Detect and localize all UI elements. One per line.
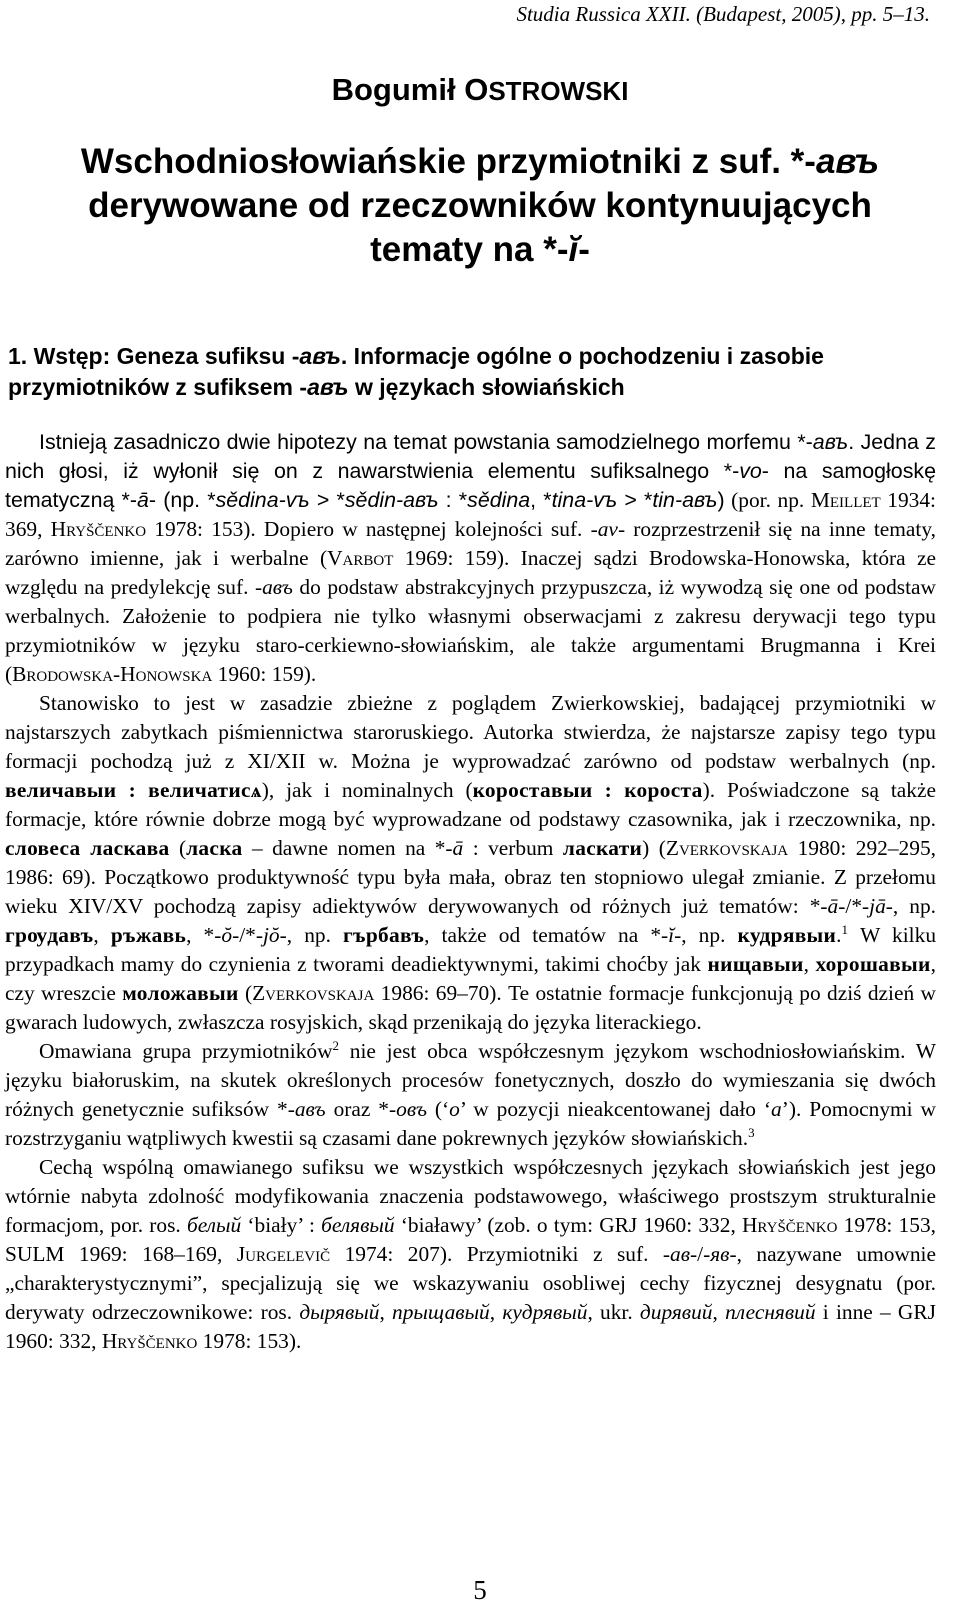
- footnote-ref-1[interactable]: 1: [841, 921, 849, 937]
- body-text: [5, 428, 936, 1356]
- article-title: Wschodniosłowiańskie przymiotniki z suf. *-авъ derywowane od rzeczowników kontynuujących tematy na *-ĭ-: [80, 142, 880, 269]
- author-name: Bogumił OSTROWSKI: [331, 72, 629, 107]
- paragraph-3: Omawiana grupa przymiotników$^2$ nie jest obca współczesnym językom wschodniosłowiańskim. W języku białoruskim, na skutek określonych procesów fonetycznych, doszło do wymieszania się dwóch różnych genetycznie sufiksów *-авъ oraz *-овъ (‘o’ w pozycji nieakcentowanej dało ‘a’). Pomocnymi w rozstrzyganiu wątpliwych kwestii są czasami dane pokrewnych języków słowiańskich.$^3$: [5, 1037, 936, 1150]
- paragraph-1: Istnieją zasadniczo dwie hipotezy na temat powstania samodzielnego morfemu *-авъ. Jedna z nich głosi, iż wyłonił się on z nawarstwienia elementu sufiksalnego *-vo- na samogłoskę tematyczną *-ā- (np. *sědina-vъ > *sědin-авъ : *sědina, *tina-vъ > *tin-авъ) (por. np. Meillet 1934: 369, Hryščenko 1978: 153). Dopiero w następnej kolejności suf. -av- rozprzestrzenił się na inne tematy, zarówno imienne, jak i werbalne (Varbot 1969: 159). Inaczej sądzi Brodowska-Honowska, która ze względu na predylekcję suf. -авъ do podstaw abstrakcyjnych przypuszcza, iż wywodzą się one od podstaw werbalnych. Założenie to podpiera nie tylko własnymi obserwacjami z zakresu derywacji tego typu przymiotników w języku staro-cerkiewno-słowiańskim, ale także argumentami Brugmanna i Krei (Brodowska-Honowska 1960: 159).: [5, 430, 937, 686]
- running-head: Studia Russica XXII. (Budapest, 2005), pp. 5–13.: [516, 2, 930, 26]
- footnote-ref-2[interactable]: 2: [332, 1037, 340, 1053]
- page-number: 5: [473, 1575, 487, 1605]
- paragraph-4: Cechą wspólną omawianego sufiksu we wszystkich współczesnych językach słowiańskich jest jego wtórnie nabyta zdolność modyfikowania znaczenia podstawowego, właściwego prostszym strukturalnie formacjom, por. ros. белый ‘biały’ : белявый ‘białawy’ (zob. o tym: GRJ 1960: 332, Hryščenko 1978: 153, SULM 1969: 168–169, Jurgelevič 1974: 207). Przymiotniki z suf. -ав-/-яв-, nazywane umownie „charakterystycznymi”, specjalizują się we wskazywaniu osobliwej cechy fizycznej desygnatu (por. derywaty odrzeczownikowe: ros. дырявый, прыщавый, кудрявый, ukr. дирявий, плеснявий i inne – GRJ 1960: 332, Hryščenko 1978: 153).: [5, 1155, 936, 1353]
- footnote-ref-3[interactable]: 3: [748, 1124, 755, 1140]
- paragraph-2: Stanowisko to jest w zasadzie zbieżne z poglądem Zwierkowskiej, badającej przymiotniki w najstarszych zabytkach piśmiennictwa staroruskiego. Autorka stwierdza, że najstarsze zapisy tego typu formacji pochodzą już z XI/XII w. Można je wyprowadzać zarówno od podstaw werbalnych (np. величавыи : величатисѧ), jak i nominalnych (короставыи : короста). Poświadczone są także formacje, które równie dobrze mogą być wyprowadzane od podstawy czasownika, jak i rzeczownika, np. словеса ласкава (ласка – dawne nomen na *-ā : verbum ласкати) (Zverkovskaja 1980: 292–295, 1986: 69). Początkowo produktywność typu była mała, obraz ten stopniowo ulegał zmianie. Z przełomu wieku XIV/XV pochodzą zapisy adiektywów derywowanych od różnych już tematów: *-ā-/*-jā-, np. грѹдавъ, ръжавь, *-ŏ-/*-jŏ-, np. гърбавъ, także od tematów na *-ĭ-, np. кудрявыи.$^1$ W kilku przypadkach mamy do czynienia z tworami deadiektywnymi, takimi choćby jak нищавыи, хорошавыи, czy wreszcie моложавыи (Zverkovskaja 1986: 69–70). Te ostatnie formacje funkcjonują po dziś dzień w gwarach ludowych, zwłaszcza rosyjskich, skąd przenikają do języka literackiego.: [5, 691, 937, 1034]
- section-heading: 1. Wstęp: Geneza sufiksu -авъ. Informacje ogólne o pochodzeniu i zasobie przymiotników z sufiksem -авъ w językach słowiańskich: [8, 343, 824, 400]
